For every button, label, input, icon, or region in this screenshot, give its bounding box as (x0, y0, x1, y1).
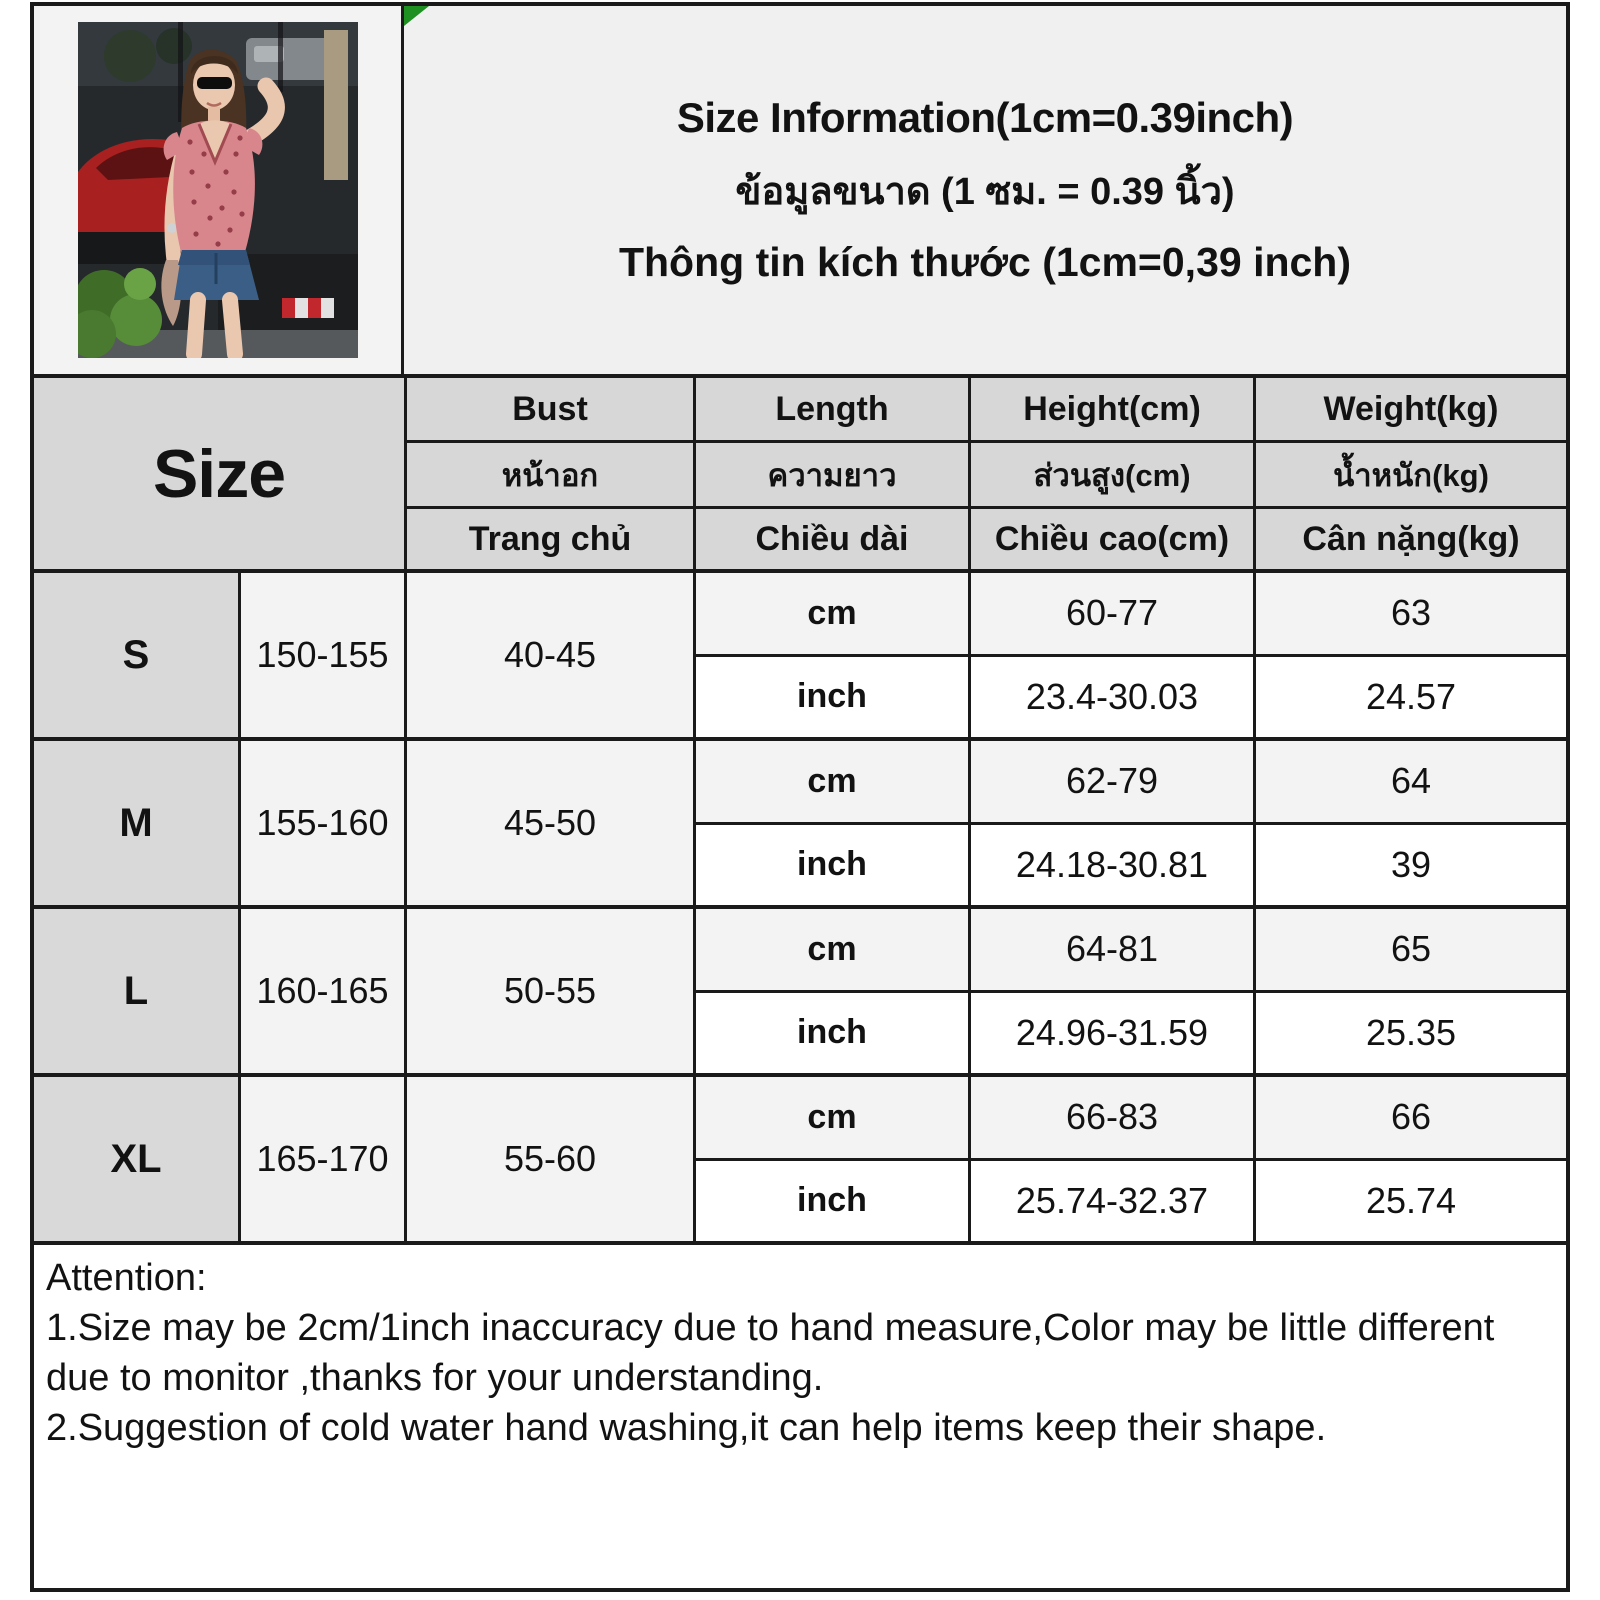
xl-length-cm: 66 (1256, 1077, 1566, 1158)
product-photo (34, 6, 404, 374)
xl-bust-inch: 25.74-32.37 (971, 1161, 1253, 1242)
m-bust-cm: 62-79 (971, 741, 1253, 822)
table-row-m (34, 737, 1566, 905)
xl-unit-inch: inch (696, 1161, 968, 1242)
s-unit-cm: cm (696, 573, 968, 654)
column-header-height-th: ส่วนสูง(cm) (971, 443, 1253, 506)
size-chart-frame (30, 2, 1570, 1592)
s-unit-inch: inch (696, 657, 968, 738)
attention-note-1: 1.Size may be 2cm/1inch inaccuracy due to hand measure,Color may be little different due to monitor ,thanks for your understanding. (46, 1307, 1495, 1400)
l-bust-cm: 64-81 (971, 909, 1253, 990)
l-weight: 50-55 (407, 909, 693, 1073)
column-header-weight-vi: Cân nặng(kg) (1256, 509, 1566, 569)
xl-height: 165-170 (241, 1077, 404, 1241)
m-weight: 45-50 (407, 741, 693, 905)
title-panel (404, 6, 1566, 374)
s-length-inch: 24.57 (1256, 657, 1566, 738)
m-height: 155-160 (241, 741, 404, 905)
table-row-s (34, 569, 1566, 737)
table-header (34, 374, 1566, 569)
table-row-xl (34, 1073, 1566, 1241)
m-bust-inch: 24.18-30.81 (971, 825, 1253, 906)
xl-unit-cm: cm (696, 1077, 968, 1158)
column-header-bust-vi: Trang chủ (407, 509, 693, 569)
column-header-height-vi: Chiều cao(cm) (971, 509, 1253, 569)
l-length-cm: 65 (1256, 909, 1566, 990)
size-label-l: L (34, 909, 238, 1073)
column-header-bust-en: Bust (407, 378, 693, 440)
size-header-cell: Size (34, 378, 404, 569)
xl-bust-cm: 66-83 (971, 1077, 1253, 1158)
size-label-m: M (34, 741, 238, 905)
attention-panel (34, 1241, 1566, 1588)
xl-length-inch: 25.74 (1256, 1161, 1566, 1242)
attention-note-2: 2.Suggestion of cold water hand washing,it can help items keep their shape. (46, 1407, 1327, 1450)
m-length-cm: 64 (1256, 741, 1566, 822)
top-section (34, 6, 1566, 374)
column-header-weight-en: Weight(kg) (1256, 378, 1566, 440)
l-height: 160-165 (241, 909, 404, 1073)
s-length-cm: 63 (1256, 573, 1566, 654)
size-info-title-en: Size Information(1cm=0.39inch) (676, 94, 1294, 141)
table-row-l (34, 905, 1566, 1073)
size-label-xl: XL (34, 1077, 238, 1241)
l-unit-inch: inch (696, 993, 968, 1074)
attention-heading: Attention: (46, 1257, 207, 1299)
green-corner-marker-icon (404, 6, 429, 26)
m-length-inch: 39 (1256, 825, 1566, 906)
size-info-title-vi: Thông tin kích thước (1cm=0,39 inch) (618, 239, 1352, 285)
l-unit-cm: cm (696, 909, 968, 990)
s-bust-inch: 23.4-30.03 (971, 657, 1253, 738)
s-weight: 40-45 (407, 573, 693, 737)
column-header-length-th: ความยาว (696, 443, 968, 506)
m-unit-inch: inch (696, 825, 968, 906)
size-info-title-th: ข้อมูลขนาด (1 ซม. = 0.39 นิ้ว) (735, 171, 1235, 213)
size-label-s: S (34, 573, 238, 737)
l-bust-inch: 24.96-31.59 (971, 993, 1253, 1074)
column-header-length-vi: Chiều dài (696, 509, 968, 569)
m-unit-cm: cm (696, 741, 968, 822)
xl-weight: 55-60 (407, 1077, 693, 1241)
column-header-weight-th: น้ำหนัก(kg) (1256, 443, 1566, 506)
column-header-height-en: Height(cm) (971, 378, 1253, 440)
model-photo-illustration (78, 22, 358, 358)
column-header-bust-th: หน้าอก (407, 443, 693, 506)
column-header-length-en: Length (696, 378, 968, 440)
s-bust-cm: 60-77 (971, 573, 1253, 654)
l-length-inch: 25.35 (1256, 993, 1566, 1074)
s-height: 150-155 (241, 573, 404, 737)
